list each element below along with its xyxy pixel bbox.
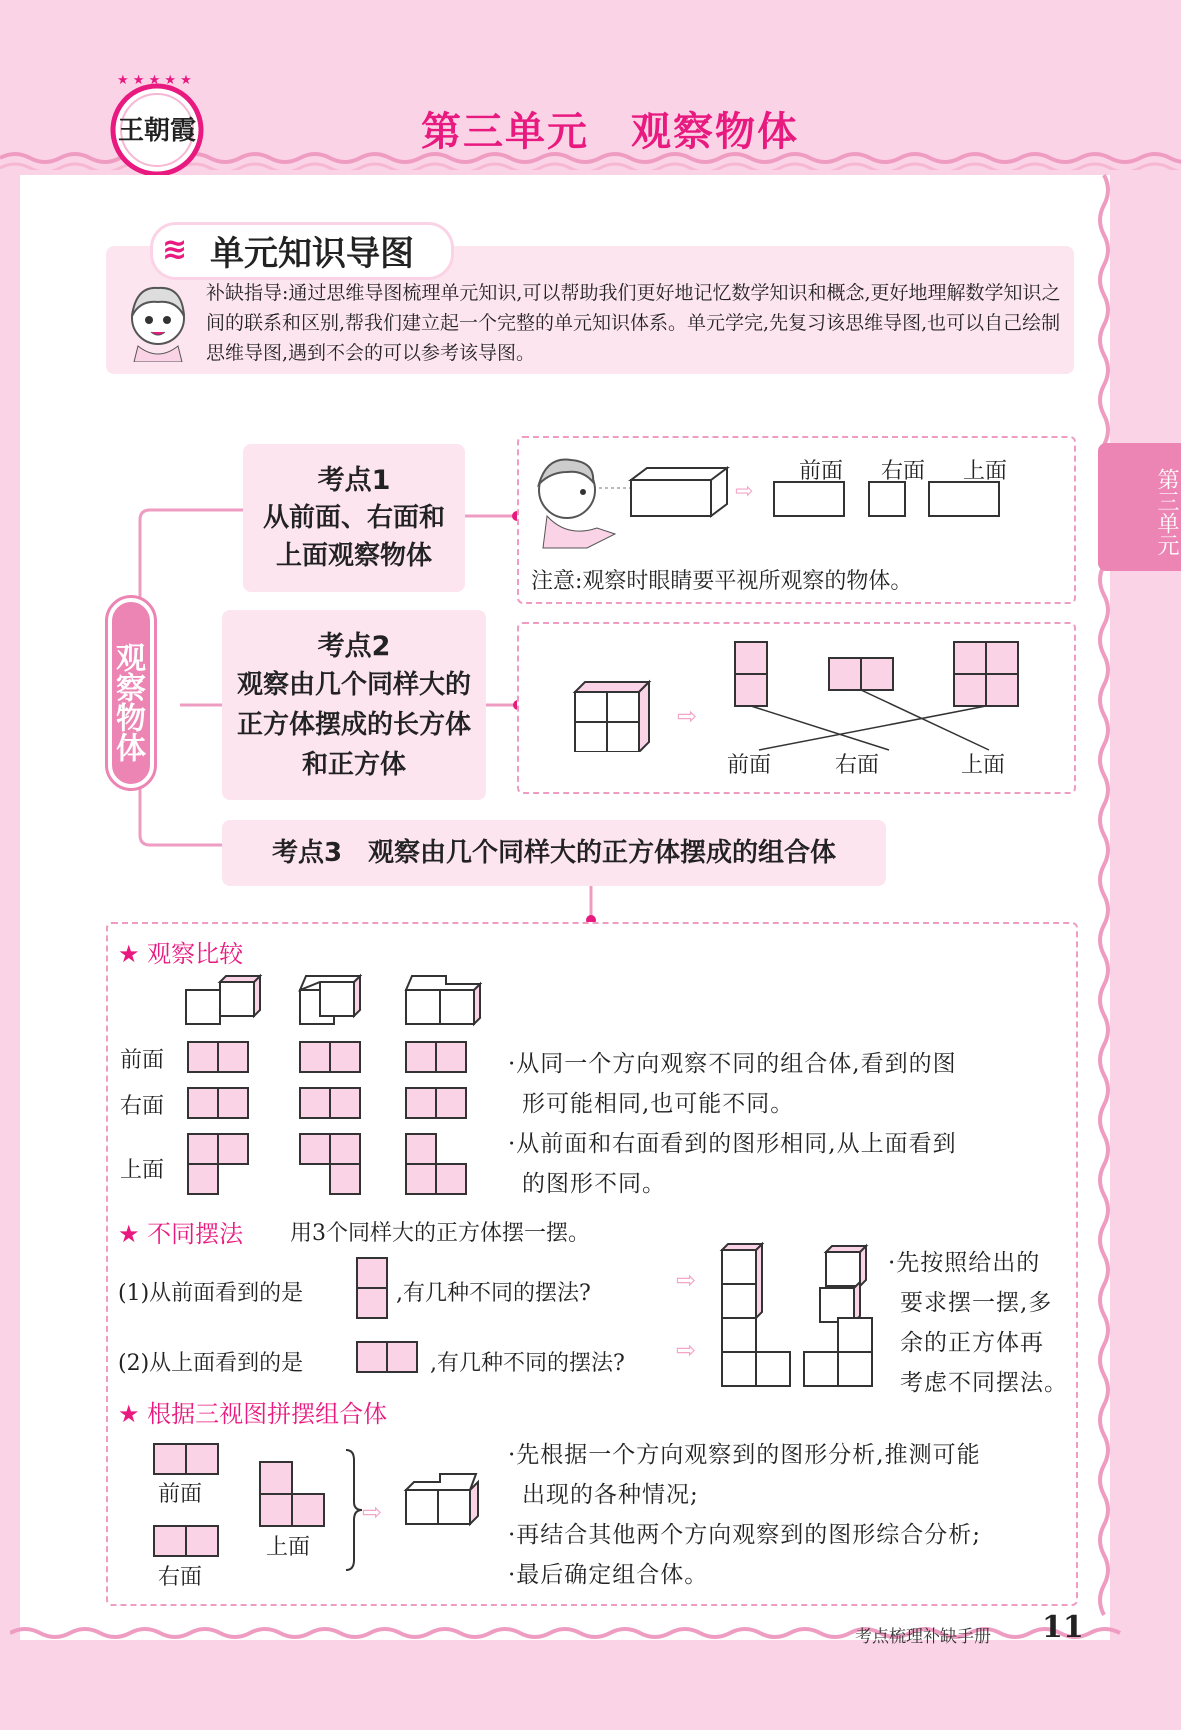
- compare-point-1b: 形可能相同,也可能不同。: [522, 1091, 795, 1117]
- arrange-intro: 用3个同样大的正方体摆一摆。: [290, 1221, 590, 1246]
- k3-connector: [584, 886, 598, 926]
- arrange-tip-1: ·先按照给出的: [888, 1250, 1041, 1276]
- keypoint-1-example: [517, 436, 1076, 604]
- avatar: [118, 276, 198, 362]
- q2-top-view-shape: [355, 1340, 421, 1376]
- assemble-right-label: 右面: [158, 1565, 203, 1590]
- compare-top-label: 上面: [120, 1158, 165, 1183]
- arrange-tip-3: 余的正方体再: [900, 1330, 1044, 1356]
- arrange-tip-2: 要求摆一摆,多: [900, 1290, 1053, 1316]
- star-icon: ★: [118, 1220, 148, 1248]
- assemble-top-label: 上面: [266, 1535, 311, 1560]
- keypoint-1-body: 从前面、右面和上面观察物体: [262, 503, 445, 571]
- arrange-heading-text: 不同摆法: [147, 1220, 244, 1248]
- k1-right-label: 右面: [881, 459, 926, 484]
- keypoint-2-box: [222, 610, 486, 800]
- compare-point-1a: ·从同一个方向观察不同的组合体,看到的图: [508, 1051, 957, 1077]
- svg-text:⇨: ⇨: [735, 479, 754, 504]
- k1-note: 注意:观察时眼睛要平视所观察的物体。: [531, 569, 913, 594]
- assemble-point-1a: ·先根据一个方向观察到的图形分析,推测可能: [508, 1442, 981, 1468]
- compare-point-2a: ·从前面和右面看到的图形相同,从上面看到: [508, 1131, 957, 1157]
- k1-front-label: 前面: [799, 459, 844, 484]
- q1-front-view-shape: [355, 1256, 391, 1322]
- svg-text:★ ★ ★ ★ ★: ★ ★ ★ ★ ★: [117, 73, 192, 88]
- logo-text: 王朝霞: [117, 116, 196, 146]
- arrange-q2-prefix: (2)从上面看到的是: [118, 1351, 304, 1376]
- svg-text:⇨: ⇨: [362, 1498, 383, 1526]
- compare-right-label: 右面: [120, 1094, 165, 1119]
- keypoint-2-title: 考点2: [317, 631, 391, 662]
- arrange-q2-suffix: ,有几种不同的摆法?: [430, 1351, 625, 1376]
- keypoint-2-body: 观察由几个同样大的正方体摆成的长方体和正方体: [236, 670, 471, 780]
- star-icon: ★: [118, 1400, 148, 1428]
- k2-cube-views-diagram: [559, 632, 1039, 752]
- assemble-point-1b: 出现的各种情况;: [522, 1482, 699, 1508]
- k2-right-label: 右面: [835, 753, 880, 778]
- assemble-point-2: ·再结合其他两个方向观察到的图形综合分析;: [508, 1522, 982, 1548]
- compare-heading-text: 观察比较: [147, 940, 244, 968]
- svg-text:⇨: ⇨: [676, 1336, 697, 1364]
- keypoint-1-title: 考点1: [317, 465, 391, 496]
- star-icon: ★: [118, 940, 148, 968]
- svg-text:⇨: ⇨: [676, 1266, 697, 1294]
- arrange-q1-suffix: ,有几种不同的摆法?: [396, 1281, 591, 1306]
- k1-top-label: 上面: [963, 459, 1008, 484]
- arrange-q1-prefix: (1)从前面看到的是: [118, 1281, 304, 1306]
- k2-top-label: 上面: [961, 753, 1006, 778]
- mindmap-root: 观察物体: [108, 598, 154, 788]
- chapter-side-tab[interactable]: 第三单元: [1098, 443, 1181, 571]
- assemble-point-3: ·最后确定组合体。: [508, 1562, 709, 1588]
- svg-text:⇨: ⇨: [677, 702, 698, 730]
- k2-front-label: 前面: [727, 753, 772, 778]
- keypoint-1-box: [243, 444, 465, 592]
- section-title: 单元知识导图: [210, 234, 414, 274]
- compare-point-2b: 的图形不同。: [522, 1171, 666, 1197]
- assemble-heading: [118, 1394, 387, 1429]
- page-number: 11: [1042, 1610, 1084, 1645]
- keypoint-3-box: 考点3 观察由几个同样大的正方体摆成的组合体: [222, 820, 886, 886]
- assemble-front-label: 前面: [158, 1482, 203, 1507]
- keypoint-2-example: [517, 622, 1076, 794]
- compare-cubes-diagram: [180, 972, 490, 1202]
- arrange-heading: [118, 1214, 243, 1249]
- footer-book-title: 考点梳理补缺手册: [855, 1627, 991, 1647]
- arrange-answers-diagram: [676, 1232, 876, 1402]
- assemble-heading-text: 根据三视图拼摆组合体: [147, 1400, 388, 1428]
- compare-heading: [118, 934, 243, 969]
- page-title: 第三单元 观察物体: [421, 109, 799, 155]
- guide-text: 补缺指导:通过思维导图梳理单元知识,可以帮助我们更好地记忆数学知识和概念,更好地理解数学知识之间的联系和区别,帮我们建立起一个完整的单元知识体系。单元学完,先复习该思维导图,也可以自己绘制思维导图,遇到不会的可以参考该导图。: [206, 282, 1061, 364]
- girl-avatar-icon: [118, 276, 198, 362]
- arrange-tip-4: 考虑不同摆法。: [900, 1370, 1068, 1396]
- k1-connector: [465, 508, 525, 528]
- compare-front-label: 前面: [120, 1048, 165, 1073]
- waves-icon: ≋: [162, 232, 188, 267]
- brand-logo: [104, 70, 210, 176]
